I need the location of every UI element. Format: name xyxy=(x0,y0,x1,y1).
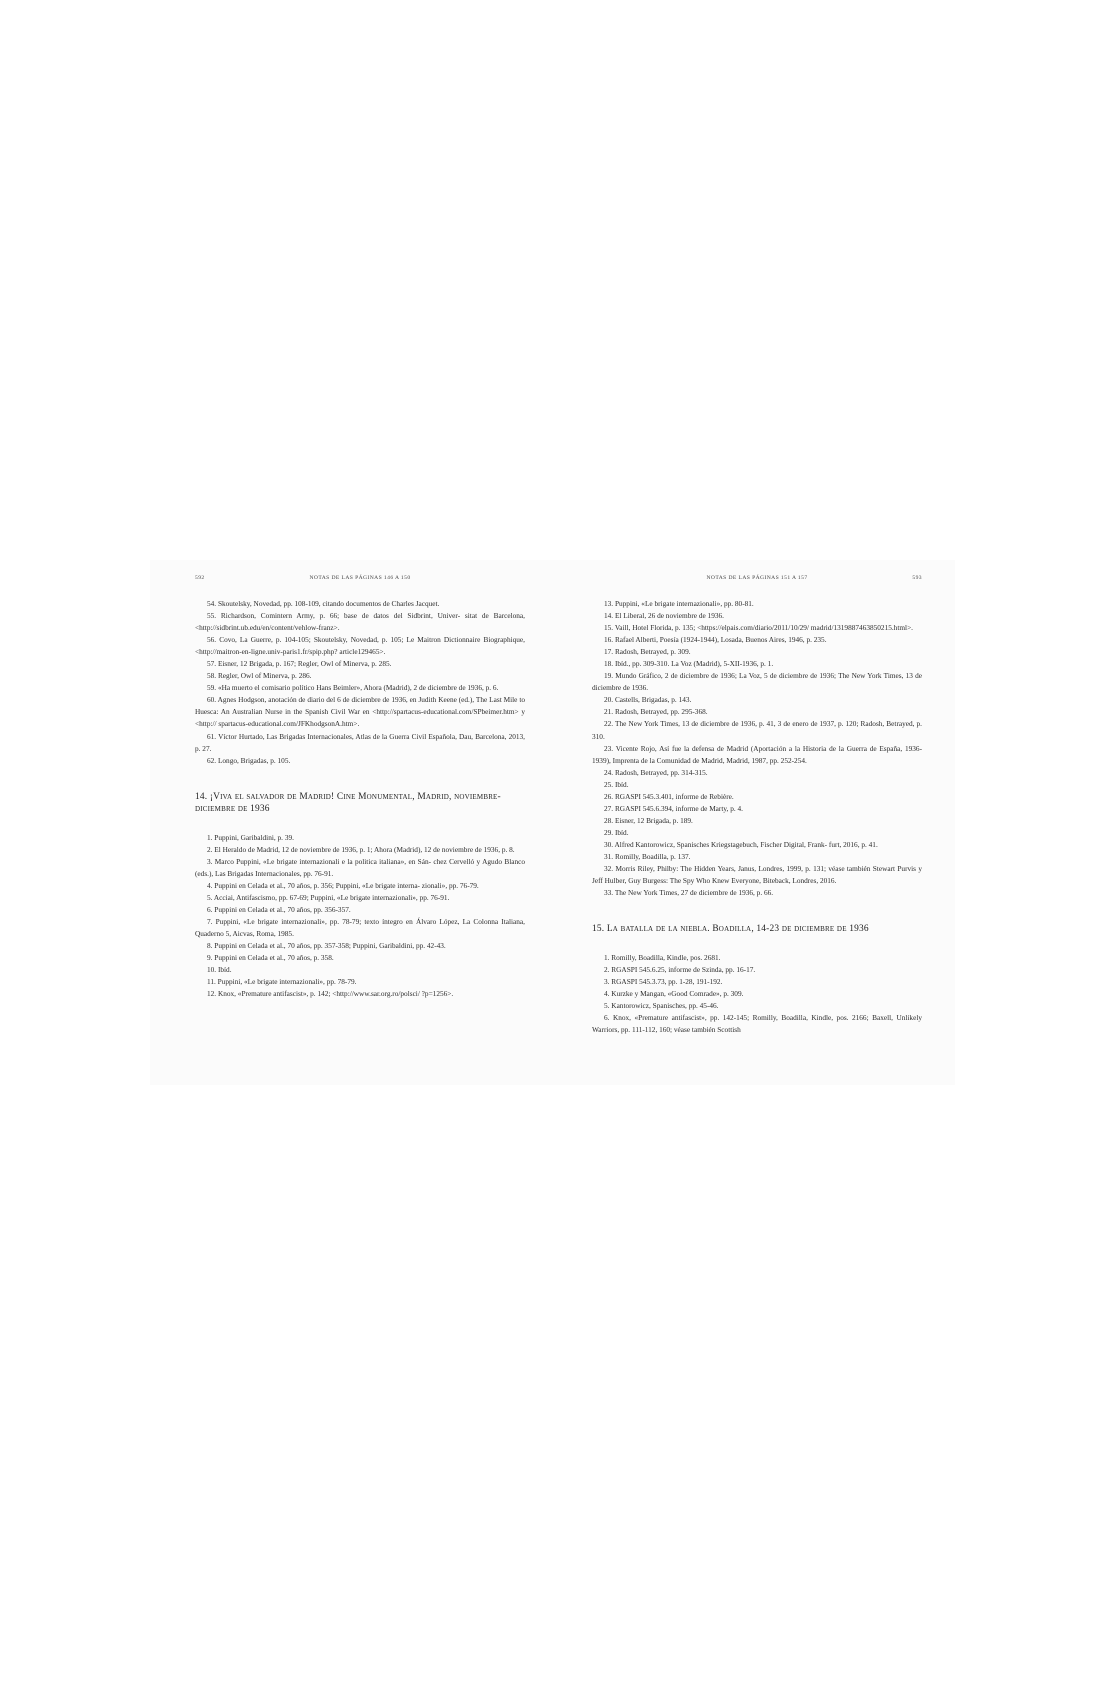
footnote: 5. Acciai, Antifascismo, pp. 67-69; Puppini, «Le brigate internazionali», pp. 76-91. xyxy=(207,892,450,902)
footnote: 29. Ibíd. xyxy=(604,827,629,837)
footnote: 13. Puppini, «Le brigate internazionali», pp. 80-81. xyxy=(604,599,754,608)
footnote: 3. RGASPI 545.3.73, pp. 1-28, 191-192. xyxy=(604,977,723,987)
footnote: 10. Ibíd. xyxy=(207,965,232,975)
right-notes-after xyxy=(592,952,922,1036)
footnote: 12. Knox, «Premature antifascist», p. 142; <http://www.sar.org.ro/polsci/ ?p=1256>. xyxy=(207,989,454,999)
footnote: 2. RGASPI 545.6.25, informe de Szinda, pp. 16-17. xyxy=(604,965,756,975)
footnote: 33. The New York Times, 27 de diciembre de 1936, p. 66. xyxy=(604,888,774,898)
right-running-head: NOTAS DE LAS PÁGINAS 151 A 157 xyxy=(706,575,808,581)
footnote: 54. Skoutelsky, Novedad, pp. 108-109, citando documentos de Charles Jacquet. xyxy=(207,599,440,608)
footnote: 18. Ibíd., pp. 309-310. La Voz (Madrid), 5-XII-1936, p. 1. xyxy=(604,659,774,669)
footnote: 16. Rafael Alberti, Poesía (1924-1944), Losada, Buenos Aires, 1946, p. 235. xyxy=(604,635,827,645)
footnote: 3. Marco Puppini, «Le brigate internazionali e la politica italiana», en Sán- chez Cervelló y Agudo Blanco (eds.), Las Brigadas Internacionales, pp. 76-91. xyxy=(195,856,525,878)
footnote: 60. Agnes Hodgson, anotación de diario del 6 de diciembre de 1936, en Judith Keene (ed.), The Last Mile to Huesca: An Australian Nurse in the Spanish Civil War en <http://spartacus-educational.com/SPbeimer.htm> y <http:// spartacus-educational.com/JFKhodgsonA.htm>. xyxy=(195,695,525,729)
footnote: 55. Richardson, Comintern Army, p. 66; base de datos del Sidbrint, Univer- sitat de Barcelona, <http://sidbrint.ub.edu/en/content/vehlow-franz>. xyxy=(195,611,525,633)
footnote: 14. El Liberal, 26 de noviembre de 1936. xyxy=(604,611,724,621)
left-running-head: NOTAS DE LAS PÁGINAS 146 A 150 xyxy=(309,575,411,581)
left-notes-after xyxy=(195,832,525,1001)
footnote: 6. Knox, «Premature antifascist», pp. 142-145; Romilly, Boadilla, Kindle, pos. 2166; Baxell, Unlikely Warriors, pp. 111-112, 160; véase también Scottish xyxy=(592,1013,922,1035)
footnote: 27. RGASPI 545.6.394, informe de Marty, p. 4. xyxy=(604,803,743,813)
left-running-header xyxy=(195,572,525,582)
right-notes-before xyxy=(592,598,922,899)
footnote: 6. Puppini en Celada et al., 70 años, pp. 356-357. xyxy=(207,904,351,914)
footnote: 26. RGASPI 545.3.401, informe de Rebière. xyxy=(604,791,734,801)
footnote: 61. Víctor Hurtado, Las Brigadas Internacionales, Atlas de la Guerra Civil Española, Dau, Barcelona, 2013, p. 27. xyxy=(195,731,525,753)
right-page-content xyxy=(592,598,922,1037)
footnote: 23. Vicente Rojo, Así fue la defensa de Madrid (Aportación a la Historia de la Guerra de España, 1936-1939), Imprenta de la Comunidad de Madrid, Madrid, 1987, pp. 252-254. xyxy=(592,743,922,765)
left-page-number: 592 xyxy=(195,575,205,581)
footnote: 62. Longo, Brigadas, p. 105. xyxy=(207,755,291,765)
footnote: 30. Alfred Kantorowicz, Spanisches Kriegstagebuch, Fischer Digital, Frank- furt, 2016, p. 41. xyxy=(604,839,878,849)
footnote: 11. Puppini, «Le brigate internazionali», pp. 78-79. xyxy=(207,977,357,987)
right-running-header xyxy=(592,572,922,582)
footnote: 15. Vaill, Hotel Florida, p. 135; <https://elpais.com/diario/2011/10/29/ madrid/1319887463850215.html>. xyxy=(604,623,914,633)
footnote: 4. Puppini en Celada et al., 70 años, p. 356; Puppini, «Le brigate interna- zionali», pp. 76-79. xyxy=(207,880,479,890)
footnote: 22. The New York Times, 13 de diciembre de 1936, p. 41, 3 de enero de 1937, p. 120; Radosh, Betrayed, p. 310. xyxy=(592,719,922,741)
footnote: 19. Mundo Gráfico, 2 de diciembre de 1936; La Voz, 5 de diciembre de 1936; The New York Times, 13 de diciembre de 1936. xyxy=(592,671,922,693)
footnote: 9. Puppini en Celada et al., 70 años, p. 358. xyxy=(207,953,334,963)
footnote: 31. Romilly, Boadilla, p. 137. xyxy=(604,851,691,861)
footnote: 1. Romilly, Boadilla, Kindle, pos. 2681. xyxy=(604,953,721,963)
right-page xyxy=(592,560,922,1085)
footnote: 25. Ibíd. xyxy=(604,779,629,789)
footnote: 28. Eisner, 12 Brigada, p. 189. xyxy=(604,815,693,825)
right-page-number: 593 xyxy=(912,575,922,581)
footnote: 58. Regler, Owl of Minerva, p. 286. xyxy=(207,671,312,681)
footnote: 4. Kurzke y Mangan, «Good Comrade», p. 309. xyxy=(604,989,744,999)
footnote: 59. «Ha muerto el comisario político Hans Beimler», Ahora (Madrid), 2 de diciembre de 1936, p. 6. xyxy=(207,683,499,693)
footnote: 17. Radosh, Betrayed, p. 309. xyxy=(604,647,691,657)
chapter-15-title: 15. La batalla de la niebla. Boadilla, 14-23 de diciembre de 1936 xyxy=(592,924,869,935)
footnote: 2. El Heraldo de Madrid, 12 de noviembre de 1936, p. 1; Ahora (Madrid), 12 de noviembre de 1936, p. 8. xyxy=(207,844,515,854)
chapter-14-title: 14. ¡Viva el salvador de Madrid! Cine Monumental, Madrid, noviembre-diciembre de 1936 xyxy=(195,791,501,814)
left-page-content xyxy=(195,598,525,1000)
left-notes-before xyxy=(195,598,525,767)
footnote: 24. Radosh, Betrayed, pp. 314-315. xyxy=(604,767,708,777)
footnote: 1. Puppini, Garibaldini, p. 39. xyxy=(207,832,294,842)
footnote: 56. Covo, La Guerre, p. 104-105; Skoutelsky, Novedad, p. 105; Le Maitron Dictionnaire Biographique, <http://maitron-en-ligne.univ-paris1.fr/spip.php? article129465>. xyxy=(195,635,525,657)
left-page xyxy=(195,560,525,1085)
book-spread xyxy=(150,560,955,1085)
footnote: 20. Castells, Brigadas, p. 143. xyxy=(604,695,692,705)
footnote: 7. Puppini, «Le brigate internazionali», pp. 78-79; texto íntegro en Álvaro López, La Colonna Italiana, Quaderno 5, Aicvas, Roma, 1985. xyxy=(195,916,525,939)
footnote: 8. Puppini en Celada et al., 70 años, pp. 357-358; Puppini, Garibaldini, pp. 42-43. xyxy=(207,941,446,951)
footnote: 5. Kantorowicz, Spanisches, pp. 45-46. xyxy=(604,1001,719,1011)
footnote: 21. Radosh, Betrayed, pp. 295-368. xyxy=(604,707,708,717)
footnote: 32. Morris Riley, Philby: The Hidden Years, Janus, Londres, 1999, p. 131; véase también Stewart Purvis y Jeff Hulber, Guy Burgess: The Spy Who Knew Everyone, Biteback, Londres, 2016. xyxy=(592,864,922,886)
footnote: 57. Eisner, 12 Brigada, p. 167; Regler, Owl of Minerva, p. 285. xyxy=(207,659,392,669)
